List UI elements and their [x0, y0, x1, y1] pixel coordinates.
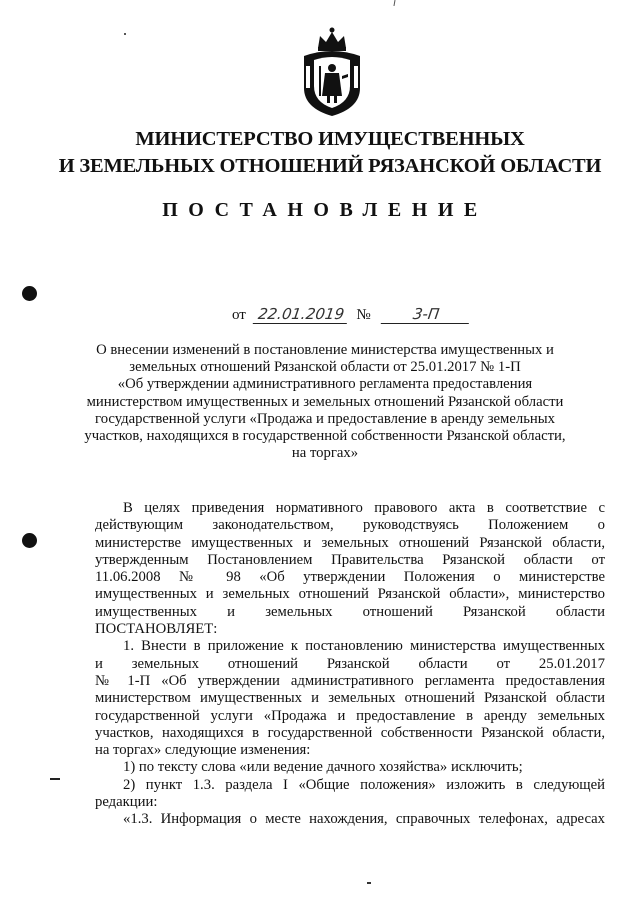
body-line: государственной услуги «Продажа и предоставление в аренду земельных: [95, 707, 605, 724]
body-line: 1. Внести в приложение к постановлению министерства имущественных: [123, 638, 605, 655]
document-subject: [80, 342, 570, 462]
body-line: ПОСТАНОВЛЯЕТ:: [95, 621, 218, 638]
subject-line: государственной услуги «Продажа и предоставление в аренду земельных: [95, 410, 555, 427]
handwritten-date: 22.01.2019: [252, 306, 349, 324]
body-line: утвержденным Постановлением Правительства Рязанской области от: [95, 551, 605, 568]
number-prefix: №: [356, 307, 371, 323]
subject-line: на торгах»: [291, 445, 359, 462]
body-line: министерстве имущественных и земельных отношений Рязанской области,: [95, 534, 605, 551]
date-prefix: от: [232, 307, 246, 323]
handwritten-number: 3-П: [381, 306, 472, 324]
scan-mark: [393, 0, 395, 6]
margin-mark: [50, 778, 60, 780]
body-line: «1.3. Информация о месте нахождения, справочных телефонах, адресах: [123, 811, 605, 828]
body-line: на торгах» следующие изменения:: [95, 742, 311, 759]
body-line: В целях приведения нормативного правового акта в соответствие с: [123, 500, 605, 516]
document-type-title: ПОСТАНОВЛЕНИЕ: [162, 199, 488, 221]
subject-line: участков, находящихся в государственной собственности Рязанской области,: [84, 428, 566, 445]
subject-line: министерством имущественных и земельных отношений Рязанской области: [86, 393, 564, 410]
registration-line: [232, 306, 470, 324]
ministry-name: [40, 126, 620, 180]
body-line: 11.06.2008 № 98 «Об утверждении Положения о министерстве: [95, 569, 605, 586]
body-line: редакции:: [95, 794, 158, 811]
body-line: 1) по тексту слова «или ведение дачного хозяйства» исключить;: [123, 759, 523, 776]
body-line: и земельных отношений Рязанской области от 25.01.2017: [95, 655, 605, 672]
body-line: № 1-П «Об утверждении административного регламента предоставления: [95, 672, 605, 689]
punch-hole-mark: [22, 286, 37, 301]
subject-line: О внесении изменений в постановление министерства имущественных и: [96, 342, 554, 358]
ryazan-coat-of-arms-icon: [296, 26, 368, 118]
body-line: министерством имущественных и земельных отношений Рязанской области: [95, 690, 605, 707]
ministry-name-line-1: МИНИСТЕРСТВО ИМУЩЕСТВЕННЫХ: [135, 128, 525, 150]
document-body: [95, 500, 605, 829]
scan-mark: [124, 33, 126, 35]
body-line: участков, находящихся в государственной собственности Рязанской области,: [95, 724, 605, 741]
scan-mark: [367, 882, 371, 884]
subject-line: земельных отношений Рязанской области от 25.01.2017 № 1-П: [129, 359, 521, 376]
ministry-name-line-2: И ЗЕМЕЛЬНЫХ ОТНОШЕНИЙ РЯЗАНСКОЙ ОБЛАСТИ: [58, 155, 602, 177]
punch-hole-mark: [22, 533, 37, 548]
body-line: 2) пункт 1.3. раздела I «Общие положения» изложить в следующей: [123, 776, 605, 793]
body-line: действующим законодательством, руководствуясь Положением о: [95, 517, 605, 534]
subject-line: «Об утверждении административного регламента предоставления: [117, 376, 533, 393]
body-line: имущественных и земельных отношений Рязанской области», министерство: [95, 586, 605, 603]
body-line: имущественных и земельных отношений Рязанской области: [95, 603, 605, 620]
